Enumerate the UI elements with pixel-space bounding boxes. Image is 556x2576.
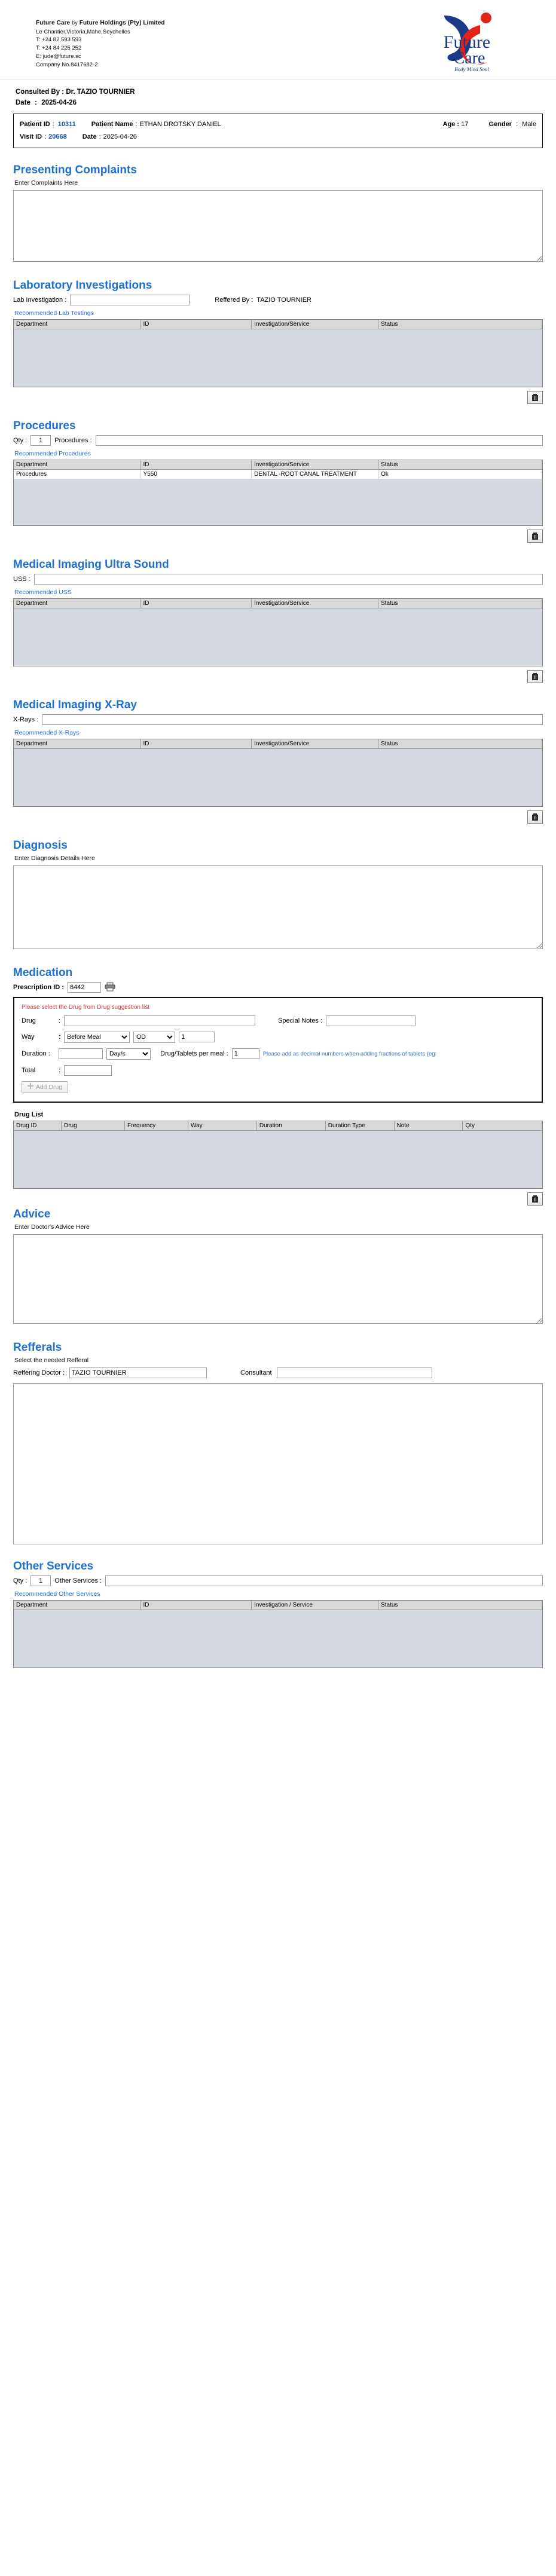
uss-delete-row: [13, 670, 543, 683]
lab-investigation-input[interactable]: [70, 295, 190, 305]
company-address: Le Chantier,Victoria,Mahe,Seychelles: [36, 28, 130, 35]
way-select[interactable]: [64, 1032, 130, 1043]
lab-investigation-row: [13, 295, 543, 305]
uss-input[interactable]: [34, 574, 543, 585]
svg-text:Future: Future: [443, 32, 491, 52]
drug-label: Drug: [22, 1017, 36, 1024]
column-header-service: Investigation / Service: [252, 1601, 378, 1610]
column-header-status: Status: [378, 1601, 542, 1610]
trash-icon[interactable]: [527, 810, 543, 824]
column-header-drug: Drug: [62, 1121, 125, 1131]
section-title-advice: Advice: [13, 1207, 51, 1220]
cell-id: Y550: [140, 469, 252, 479]
cell-status: Ok: [378, 469, 542, 479]
visit-date-separator: :: [99, 133, 101, 140]
section-title-medication: Medication: [13, 966, 73, 979]
visit-date-label: Date: [82, 133, 97, 140]
recommended-uss-link[interactable]: Recommended USS: [14, 588, 72, 596]
column-header-id: ID: [140, 320, 252, 329]
consulted-by-label: Consulted By :: [16, 88, 65, 96]
column-header-frequency: Frequency: [125, 1121, 188, 1131]
xray-grid: [13, 739, 543, 807]
referred-by-label: Reffered By :: [215, 296, 253, 304]
column-header-id: ID: [140, 739, 252, 749]
medication-entry-box: [13, 997, 543, 1103]
consulted-by-row: [16, 88, 540, 96]
consultation-header: [13, 80, 543, 114]
patient-info-box: [13, 114, 543, 148]
consultation-form: [0, 80, 556, 1692]
visit-id-separator: :: [44, 133, 47, 140]
cell-service: DENTAL -ROOT CANAL TREATMENT: [252, 469, 378, 479]
column-header-duration: Duration: [256, 1121, 325, 1131]
table-row[interactable]: [14, 469, 542, 479]
column-header-way: Way: [188, 1121, 257, 1131]
column-header-id: ID: [140, 1601, 252, 1610]
section-title-ultrasound: Medical Imaging Ultra Sound: [13, 558, 169, 571]
patient-name-separator: :: [135, 121, 138, 128]
patient-name-value: ETHAN DROTSKY DANIEL: [139, 121, 221, 128]
drug-list-delete-row: [13, 1192, 543, 1206]
drug-list-title: Drug List: [14, 1110, 44, 1118]
date-value: 2025-04-26: [41, 99, 77, 106]
uss-input-row: [13, 574, 543, 585]
xray-delete-row: [13, 810, 543, 824]
age-value: 17: [461, 121, 469, 128]
duration-input[interactable]: [59, 1048, 103, 1059]
advice-subtitle: Enter Doctor's Advice Here: [14, 1223, 90, 1231]
prescription-id-row: [13, 982, 543, 993]
drugs-per-meal-label: Drug/Tablets per meal :: [160, 1050, 228, 1058]
way-qty-input[interactable]: [179, 1032, 215, 1042]
patient-line-1: [20, 118, 536, 131]
uss-empty-body: [14, 608, 542, 666]
presenting-complaints-input[interactable]: [13, 190, 543, 262]
trash-icon[interactable]: [527, 1192, 543, 1206]
total-row: [22, 1065, 534, 1076]
xray-input[interactable]: [42, 714, 543, 725]
way-frequency-select[interactable]: [133, 1032, 175, 1043]
patient-id-value: 10311: [57, 121, 76, 128]
company-name: Future Care: [36, 20, 71, 26]
refferals-list-area[interactable]: [13, 1383, 543, 1544]
drug-input[interactable]: [64, 1015, 255, 1026]
uss-grid: [13, 598, 543, 666]
special-notes-label: Special Notes :: [278, 1017, 323, 1024]
table-header-row: [14, 320, 542, 329]
duration-unit-select[interactable]: [106, 1048, 151, 1060]
add-drug-label: Add Drug: [35, 1083, 63, 1091]
consultant-input[interactable]: [277, 1367, 432, 1378]
drug-list-empty-body: [14, 1131, 542, 1188]
xray-empty-body: [14, 749, 542, 806]
column-header-status: Status: [378, 739, 542, 749]
other-services-label: Other Services :: [54, 1577, 102, 1584]
consultant-label: Consultant: [240, 1369, 272, 1376]
column-header-id: ID: [140, 460, 252, 470]
column-header-status: Status: [378, 320, 542, 329]
procedures-input[interactable]: [96, 435, 543, 446]
printer-icon[interactable]: [105, 982, 115, 993]
column-header-drug-id: Drug ID: [14, 1121, 62, 1131]
recommended-xrays-link[interactable]: Recommended X-Rays: [14, 729, 80, 736]
total-label: Total: [22, 1066, 36, 1074]
column-header-department: Department: [14, 320, 140, 329]
column-header-service: Investigation/Service: [252, 739, 378, 749]
decimal-hint: Please add as decimal numbers when adding fractions of tablets (eg:: [262, 1050, 437, 1057]
trash-icon[interactable]: [527, 391, 543, 404]
section-title-diagnosis: Diagnosis: [13, 839, 68, 852]
refferals-subtitle: Select the needed Refferal: [14, 1356, 89, 1364]
procedures-grid: [13, 460, 543, 526]
patient-id-separator: :: [52, 121, 54, 128]
recommended-procedures-link[interactable]: Recommended Procedures: [14, 449, 91, 457]
xray-input-row: [13, 714, 543, 725]
recommended-other-services-link[interactable]: Recommended Other Services: [14, 1590, 100, 1598]
column-header-service: Investigation/Service: [252, 320, 378, 329]
referred-by-value: TAZIO TOURNIER: [256, 296, 311, 304]
gender-label: Gender: [488, 121, 512, 128]
way-separator: :: [59, 1033, 61, 1041]
total-input[interactable]: [64, 1065, 112, 1076]
column-header-department: Department: [14, 1601, 140, 1610]
cell-department: Procedures: [14, 469, 140, 479]
column-header-service: Investigation/Service: [252, 599, 378, 608]
add-drug-button[interactable]: [22, 1081, 68, 1093]
company-name-line: [36, 19, 165, 28]
table-header-row: [14, 599, 542, 608]
procedures-delete-row: [13, 530, 543, 543]
company-tel-2: T: +24 84 225 252: [36, 45, 82, 52]
gender-separator: :: [516, 121, 518, 128]
svg-text:Care: Care: [453, 49, 485, 68]
section-title-other-services: Other Services: [13, 1559, 94, 1572]
diagnosis-subtitle: Enter Diagnosis Details Here: [14, 854, 95, 862]
svg-text:Body Mind Soul: Body Mind Soul: [454, 66, 489, 72]
column-header-department: Department: [14, 460, 140, 470]
plus-icon: [28, 1083, 33, 1091]
drug-list-grid: [13, 1121, 543, 1189]
other-services-input-row: [13, 1575, 543, 1586]
column-header-qty: Qty: [463, 1121, 542, 1131]
lab-delete-row: [13, 391, 543, 404]
presenting-complaints-subtitle: Enter Complaints Here: [14, 179, 78, 186]
letterhead: [0, 0, 556, 80]
diagnosis-input[interactable]: [13, 865, 543, 949]
way-label: Way: [22, 1033, 35, 1041]
drug-row: [22, 1015, 534, 1026]
gender-value: Male: [522, 121, 536, 128]
company-email: E: jude@future.sc: [36, 53, 81, 60]
procedures-qty-input[interactable]: [30, 435, 51, 446]
column-header-note: Note: [394, 1121, 463, 1131]
referring-doctor-input[interactable]: [69, 1367, 207, 1378]
other-services-qty-input[interactable]: [30, 1575, 51, 1586]
section-title-presenting-complaints: Presenting Complaints: [13, 163, 137, 176]
medication-warning: Please select the Drug from Drug suggestion list: [22, 1004, 149, 1011]
other-services-qty-label: Qty :: [13, 1577, 28, 1584]
other-services-input[interactable]: [105, 1575, 543, 1586]
referring-doctor-label: Reffering Doctor :: [13, 1369, 65, 1376]
drug-separator: :: [59, 1017, 61, 1024]
procedures-qty-label: Qty :: [13, 436, 28, 444]
table-header-row: [14, 739, 542, 749]
visit-date-value: 2025-04-26: [103, 133, 137, 140]
drugs-per-meal-input[interactable]: [232, 1048, 259, 1059]
lab-results-empty-body: [14, 329, 542, 387]
company-by: by: [72, 20, 78, 26]
lab-investigation-label: Lab Investigation :: [13, 296, 67, 304]
procedures-input-row: [13, 435, 543, 446]
prescription-id-label: Prescription ID :: [13, 984, 64, 992]
table-header-row: [14, 460, 542, 470]
section-title-xray: Medical Imaging X-Ray: [13, 698, 137, 711]
duration-label: Duration :: [22, 1050, 50, 1058]
prescription-id-input[interactable]: [68, 982, 101, 993]
uss-label: USS :: [13, 575, 30, 583]
company-holdings: Future Holdings (Pty) Limited: [79, 20, 165, 26]
table-header-row: [14, 1121, 542, 1131]
other-services-grid: [13, 1600, 543, 1668]
age-label: Age :: [442, 121, 460, 128]
section-title-procedures: Procedures: [13, 419, 76, 432]
total-separator: :: [59, 1066, 61, 1074]
patient-name-label: Patient Name: [91, 121, 133, 128]
company-tel-1: T: +24 82 593 593: [36, 36, 82, 44]
refferals-input-row: [13, 1367, 543, 1378]
column-header-service: Investigation/Service: [252, 460, 378, 470]
company-address-block: [36, 11, 165, 69]
date-separator: :: [35, 99, 37, 106]
date-label: Date: [16, 99, 30, 106]
section-title-laboratory: Laboratory Investigations: [13, 279, 152, 292]
special-notes-input[interactable]: [326, 1015, 416, 1026]
patient-id-label: Patient ID: [20, 121, 50, 128]
logo-block: [401, 11, 538, 74]
lab-results-grid: [13, 319, 543, 387]
procedures-empty-body: [14, 479, 542, 525]
column-header-id: ID: [140, 599, 252, 608]
procedures-label: Procedures :: [54, 436, 92, 444]
consulted-by-value: Dr. TAZIO TOURNIER: [66, 88, 135, 96]
consultation-date-row: [16, 99, 540, 106]
visit-id-label: Visit ID: [20, 133, 42, 140]
way-row: [22, 1032, 534, 1043]
column-header-department: Department: [14, 739, 140, 749]
recommended-lab-testings-link[interactable]: Recommended Lab Testings: [14, 309, 94, 317]
column-header-duration-type: Duration Type: [325, 1121, 394, 1131]
advice-input[interactable]: [13, 1234, 543, 1324]
patient-line-2: [20, 131, 536, 143]
visit-id-value: 20668: [48, 133, 67, 140]
company-number: Company No.8417682-2: [36, 61, 98, 68]
section-title-refferals: Refferals: [13, 1341, 62, 1354]
future-care-logo: [410, 11, 529, 74]
duration-row: [22, 1048, 534, 1060]
trash-icon[interactable]: [527, 670, 543, 683]
table-header-row: [14, 1601, 542, 1610]
other-services-empty-body: [14, 1610, 542, 1668]
column-header-department: Department: [14, 599, 140, 608]
column-header-status: Status: [378, 460, 542, 470]
column-header-status: Status: [378, 599, 542, 608]
xray-label: X-Rays :: [13, 715, 39, 723]
trash-icon[interactable]: [527, 530, 543, 543]
